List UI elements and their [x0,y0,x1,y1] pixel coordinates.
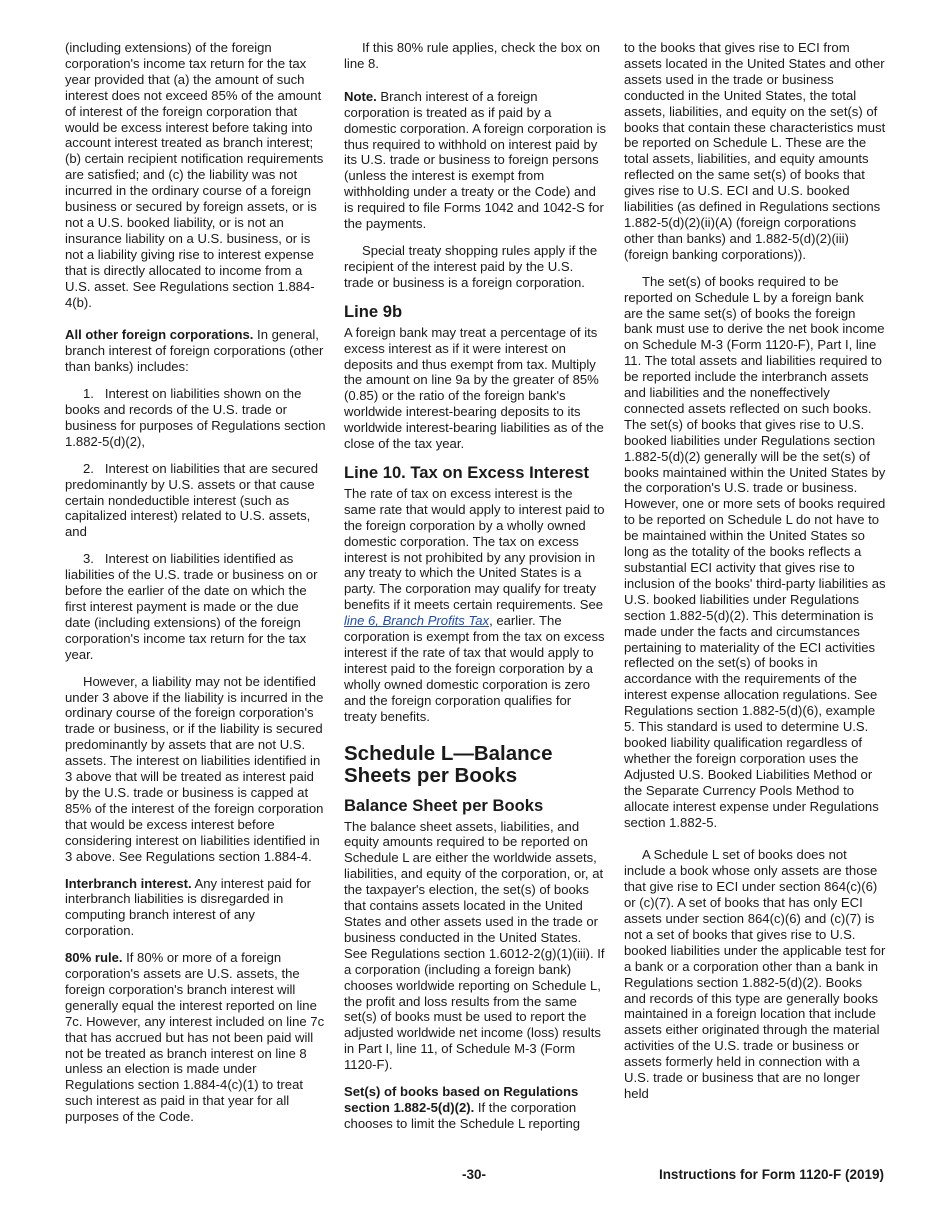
paragraph-schedule-l-set-of-books: A Schedule L set of books does not include a book whose only assets are those that give rise to ECI under section 864(c)(6) or (c)(7). A set of books that has only ECI assets under section 864(c)(6) and (c)(7) is not a set of books that gives rise to U.S. booked liabilities under the applicable test for a bank or a corporation other than a bank in Regulations section 1.882-5(d)(2). Books and records of this type are generally books maintained in a foreign location that include assets either originated through the material activities of the U.S. trade or business or assets formerly held in connection with a U.S. trade or business that are no longer held [624,847,886,1101]
paragraph-line-10 [344,486,606,725]
run-in-heading: All other foreign corporations. [65,327,254,343]
heading-line-9b: Line 9b [344,301,403,321]
paragraph-text: In general, branch interest of foreign corporations (other than banks) includes: [65,327,324,375]
paragraph-however: However, a liability may not be identified under 3 above if the liability is incurred in the ordinary course of the foreign corporation's trade or business, or if the liability is secured predominantly by assets that are not U.S. assets. The interest on liabilities identified in 3 above that will be treated as interest paid by the U.S. trade or business is capped at 85% of the interest of the foreign corporation that would be excess interest before considering interest on liabilities identified in 3 above. See Regulations section 1.884-4. [65,673,324,864]
paragraph-continued: (including extensions) of the foreign corporation's income tax return for the tax year provided that (a) the amount of such interest does not exceed 85% of the amount of interest of the foreign corporation that would be excess interest before taking into account interest treated as branch interest; (b) certain recipient notification requirements are satisfied; and (c) the liability was not incurred in the ordinary course of a foreign business or secured by foreign assets, or is not a U.S. booked liability, or is not an insurance liability on a U.S. business, or is not a liability giving rise to interest expense that is directly allocated to income from a U.S. asset. See Regulations section 1.884-4(b). [65,40,324,310]
run-in-heading: Interbranch interest. [65,875,192,891]
paragraph-text: If the corporation chooses to limit the Schedule L reporting [344,1099,581,1131]
paragraph-sets-of-books [344,1084,606,1132]
list-item: 2. Interest on liabilities that are secured predominantly by U.S. assets or that cause certain nondeductible interest (such as capitalized interest) related to U.S. assets, and [65,460,319,540]
column-middle [344,40,606,1143]
run-in-heading: Note. [344,88,377,104]
paragraph-text: Any interest paid for interbranch liabilities is disregarded in computing branch interest of any corporation. [65,875,311,939]
line-6-branch-profits-tax-link[interactable]: line 6, Branch Profits Tax [344,613,490,629]
paragraph-80-rule-checkbox: If this 80% rule applies, check the box on line 8. [344,40,601,71]
paragraph-text: , earlier. The corporation is exempt from the tax on excess interest if the rate of tax that would apply to interest paid to the foreign corporation by a wholly owned domestic corporation is zero and the foreign corporation qualifies for treaty benefits. [344,613,605,724]
heading-balance-sheet-per-books: Balance Sheet per Books [344,795,544,815]
run-in-heading: Set(s) of books based on Regulations section 1.882-5(d)(2). [344,1084,579,1115]
heading-line-10: Line 10. Tax on Excess Interest [344,462,590,482]
footer-form-title: Instructions for Form 1120-F (2019) [658,1167,884,1182]
paragraph-all-other-corporations [65,327,327,375]
heading-schedule-l: Schedule L—Balance Sheets per Books [344,741,553,787]
column-left [65,40,327,1136]
list-item: 3. Interest on liabilities identified as liabilities of the U.S. trade or business on or before the earlier of the date on which the first interest payment is made or the due date (including extensions) of the foreign corporation's income tax return for the tax year. [65,551,318,662]
list-item: 1. Interest on liabilities shown on the books and records of the U.S. trade or business for purposes of Regulations section 1.882-5(d)(2), [65,386,326,449]
paragraph-text: The rate of tax on excess interest is the same rate that would apply to interest paid to the foreign corporation by a wholly owned domestic corporation. The tax on excess interest is not prohibited by any provision in any treaty to which the United States is a party. The corporation may qualify for treaty benefits if it meets certain requirements. See [344,485,605,613]
paragraph-continued: to the books that gives rise to ECI from assets located in the United States and other assets used in the trade or business conducted in the United States, the total assets, liabilities, and equity on the set(s) of books that contain these characteristics must be reported on Schedule L. These are the total assets, liabilities, and equity amounts reflected on the same set(s) of books that gives rise to U.S. ECI and U.S. booked liabilities (as defined in Regulations sections 1.882-5(d)(2)(ii)(A) (foreign corporations other than banks) and 1.882-5(d)(2)(iii) (foreign banking corporations)). [624,40,886,262]
paragraph-foreign-bank-books: The set(s) of books required to be reported on Schedule L by a foreign bank are the same set(s) of books the foreign bank must use to derive the net book income on Schedule M-3 (Form 1120-F), Part I, line 11. The total assets and liabilities required to be reported include the interbranch assets and liabilities and the noneffectively connected assets reflected on such books. The set(s) of books that gives rise to U.S. booked liabilities under Regulations section 1.882-5(d)(2) generally will be the set(s) of books maintained within the United States by the corporation's U.S. trade or business. However, one or more sets of books required to be reported on Schedule L do not have to be maintained within the United States so long as the totality of the books reflects a substantial ECI activity that gives rise to inclusion of the books' third-party liabilities as U.S. booked liabilities under Regulations section 1.882-5(d)(2). This determination is made under the facts and circumstances pertaining to materiality of the ECI activities reflected on the set(s) of books in accordance with the requirements of the interest expense allocation regulations. See Regulations section 1.882-5(d)(6), example 5. This standard is used to determine U.S. booked liability qualification regardless of whether the foreign corporation uses the Adjusted U.S. Booked Liabilities Method or the Separate Currency Pools Method to allocate interest expense under Regulations section 1.882-5. [624,273,886,830]
paragraph-treaty-shopping: Special treaty shopping rules apply if the recipient of the interest paid by the U.S. trade or business is a foreign corporation. [344,242,598,290]
paragraph-balance-sheet: The balance sheet assets, liabilities, and equity amounts required to be reported on Schedule L are either the worldwide assets, liabilities, and equity of the corporation, or, at the taxpayer's election, the set(s) of books that contains assets located in the United States and other assets used in the trade or business conducted in the United States. See Regulations section 1.6012-2(g)(1)(iii). If a corporation (including a foreign bank) chooses worldwide reporting on Schedule L, the profit and loss results from the same set(s) of books must be used to report the adjusted worldwide net income (loss) results in Part I, line 11, of Schedule M-3 (Form 1120-F). [344,818,605,1073]
paragraph-80-rule [65,950,327,1125]
paragraph-text: If 80% or more of a foreign corporation's assets are U.S. assets, the foreign corporation's branch interest will generally equal the interest reported on line 7c. However, any interest included on line 7c that has accrued but has not been paid will not be treated as branch interest on line 8 unless an election is made under Regulations section 1.884-4(c)(1) to treat such interest as paid in that year for all purposes of the Code. [65,950,325,1125]
column-right [624,40,886,1113]
paragraph-note [344,89,606,232]
paragraph-text: Branch interest of a foreign corporation is treated as if paid by a domestic corporation. A foreign corporation is thus required to withhold on interest paid by its U.S. trade or business to foreign persons (unless the interest is exempt from withholding under a treaty or the Code) and is required to file Forms 1042 and 1042-S for the payments. [344,88,607,232]
run-in-heading: 80% rule. [65,950,123,966]
page-number: -30- [462,1167,487,1182]
paragraph-line-9b: A foreign bank may treat a percentage of its excess interest as if it were interest on deposits and thus exempt from tax. Multiply the amount on line 9a by the greater of 85% (0.85) or the ratio of the foreign bank's worldwide interest-bearing deposits to its worldwide interest-bearing liabilities as of the close of the tax year. [344,324,604,452]
paragraph-interbranch-interest [65,876,327,940]
